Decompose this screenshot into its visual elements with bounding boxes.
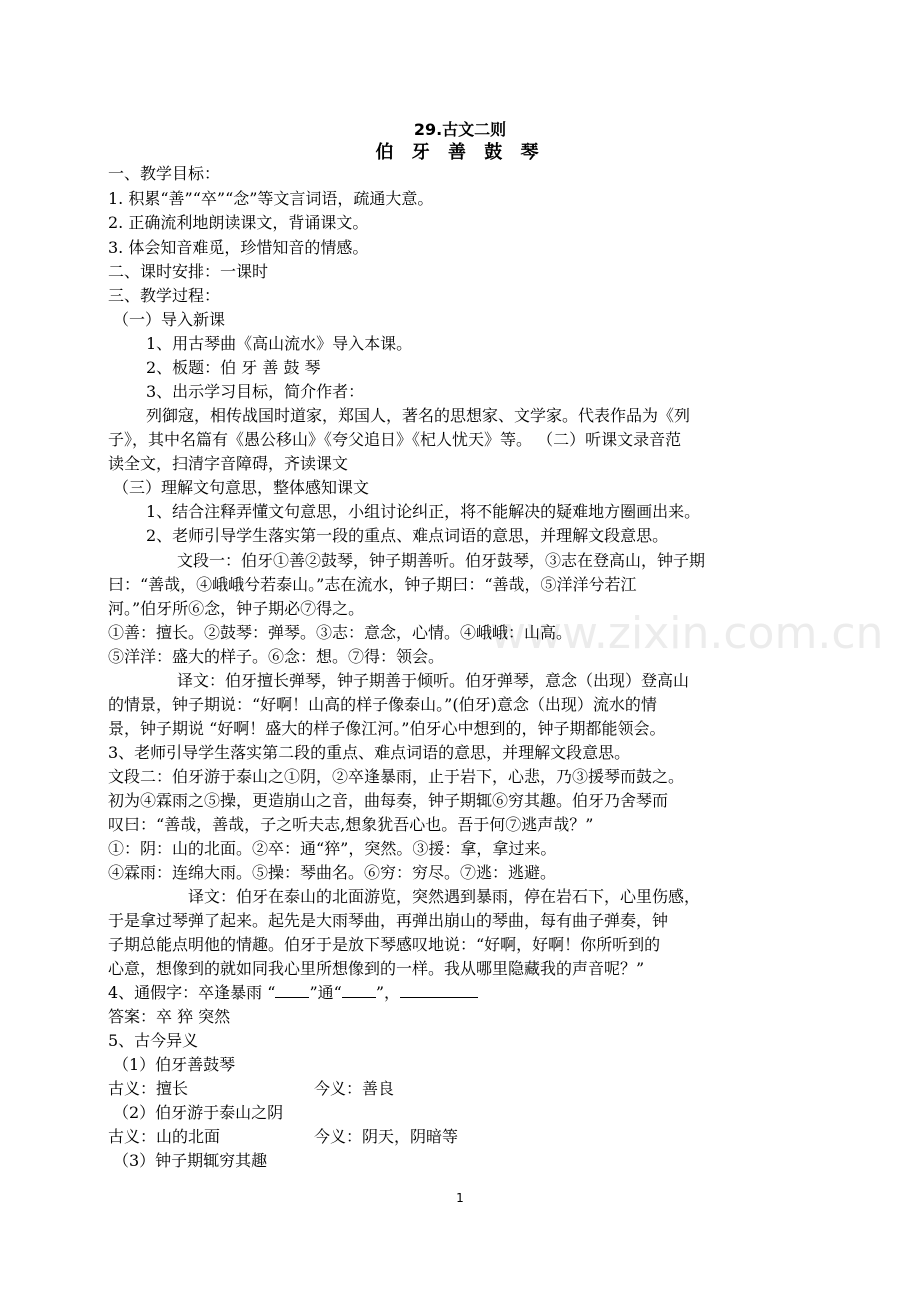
passage-2-line-2: 初为④霖雨之⑤操，更造崩山之音，曲每奏，钟子期辄⑥穷其趣。伯牙乃舍琴而 [108,791,669,810]
item-2-meanings [108,1127,458,1147]
fill-mid: ”通“ [309,983,342,1002]
objective-3: 3. 体会知音难觅，珍惜知音的情感。 [108,238,369,257]
understanding-step-1: 1、结合注释弄懂文句意思，小组讨论纠正，将不能解决的疑难地方圈画出来。 [146,502,701,521]
translation-2-line-1: 译文：伯牙在泰山的北面游览，突然遇到暴雨，停在岩石下，心里伤感， [188,887,701,906]
section-5-heading: 5、古今异义 [108,1031,199,1050]
section-understanding: （三）理解文句意思，整体感知课文 [113,478,370,497]
fill-in-exercise [108,983,478,1003]
passage-2-line-3: 叹曰：“善哉，善哉，子之听夫志,想象犹吾心也。吾于何⑦逃声哉？” [108,815,594,834]
fill-blank-3[interactable] [400,983,478,998]
fill-blank-1[interactable] [275,983,309,998]
intro-step-2: 2、板题：伯 牙 善 鼓 琴 [146,358,321,377]
understanding-step-2: 2、老师引导学生落实第一段的重点、难点词语的意思，并理解文段意思。 [146,526,669,545]
author-text-2: 子》，其中名篇有《愚公移山》《夸父追日》《杞人忧天》等。 （二）听课文录音范 [108,430,682,449]
item-2-label: （2）伯牙游于泰山之阴 [113,1103,284,1122]
translation-2-line-3: 子期总能点明他的情趣。伯牙于是放下琴感叹地说：“好啊，好啊！你所听到的 [108,935,661,954]
translation-2-line-4: 心意，想像到的就如同我心里所想像到的一样。我从哪里隐藏我的声音呢？” [108,959,645,978]
passage-1-line-2: 曰：“善哉，④峨峨兮若泰山。”志在流水，钟子期曰：“善哉，⑤洋洋兮若江 [108,575,637,594]
item-3-label: （3）钟子期辄穷其趣 [113,1151,268,1170]
passage-1-notes-1: ①善：擅长。②鼓琴：弹琴。③志：意念，心情。④峨峨：山高。 [108,623,573,642]
intro-step-3: 3、出示学习目标，简介作者： [146,382,365,401]
translation-1-line-2: 的情景，钟子期说：“好啊！山高的样子像泰山。”(伯牙)意念（出现）流水的情 [108,695,657,714]
item-1-meanings [108,1079,394,1099]
item-1-modern: 今义：善良 [314,1079,395,1098]
objective-1: 1. 积累“善”“卒”“念”等文言词语，疏通大意。 [108,189,434,208]
fill-blank-2[interactable] [342,983,376,998]
passage-1-notes-2: ⑤洋洋：盛大的样子。⑥念：想。⑦得：领会。 [108,647,445,666]
intro-step-1: 1、用古琴曲《高山流水》导入本课。 [146,334,413,353]
passage-2-line-1: 文段二：伯牙游于泰山之①阴，②卒逢暴雨，止于岩下，心悲，乃③援琴而鼓之。 [108,767,685,786]
item-2-ancient: 古义：山的北面 [108,1127,221,1146]
item-2-modern: 今义：阴天，阴暗等 [314,1127,459,1146]
passage-1-line-3: 河。”伯牙所⑥念，钟子期必⑦得之。 [108,599,365,618]
page-number: 1 [456,1191,464,1205]
section-intro: （一）导入新课 [113,310,226,329]
watermark: www.zixin.com.cn [490,608,884,659]
fill-prefix: 4、通假字：卒逢暴雨 “ [108,983,276,1002]
heading-objectives: 一、教学目标： [108,164,221,183]
understanding-step-3: 3、老师引导学生落实第二段的重点、难点词语的意思，并理解文段意思。 [108,743,631,762]
author-text-1: 列御寇，相传战国时道家，郑国人，著名的思想家、文学家。代表作品为《列 [146,406,691,425]
translation-1-line-3: 景，钟子期说 “好啊！盛大的样子像江河。”伯牙心中想到的，钟子期都能领会。 [108,719,666,738]
heading-process: 三、教学过程： [108,286,221,305]
translation-1-line-1: 译文：伯牙擅长弹琴，钟子期善于倾听。伯牙弹琴，意念（出现）登高山 [177,671,690,690]
lesson-number-title: 29.古文二则 [413,120,507,139]
objective-2: 2. 正确流利地朗读课文，背诵课文。 [108,213,369,232]
item-1-ancient: 古义：擅长 [108,1079,189,1098]
lesson-main-title: 伯 牙 善 鼓 琴 [375,142,545,163]
passage-1-line-1: 文段一：伯牙①善②鼓琴，钟子期善听。伯牙鼓琴，③志在登高山，钟子期 [177,551,706,570]
fill-end: ”， [375,983,401,1002]
translation-2-line-2: 于是拿过琴弹了起来。起先是大雨琴曲，再弹出崩山的琴曲，每有曲子弹奏，钟 [108,911,669,930]
author-text-3: 读全文，扫清字音障碍，齐读课文 [108,454,349,473]
passage-2-notes-2: ④霖雨：连绵大雨。⑤操：琴曲名。⑥穷：穷尽。⑦逃：逃避。 [108,863,557,882]
answer-line: 答案：卒 猝 突然 [108,1007,231,1026]
item-1-label: （1）伯牙善鼓琴 [113,1055,236,1074]
heading-schedule: 二、课时安排：一课时 [108,262,269,281]
passage-2-notes-1: ①：阴：山的北面。②卒：通“猝”，突然。③援：拿，拿过来。 [108,839,557,858]
